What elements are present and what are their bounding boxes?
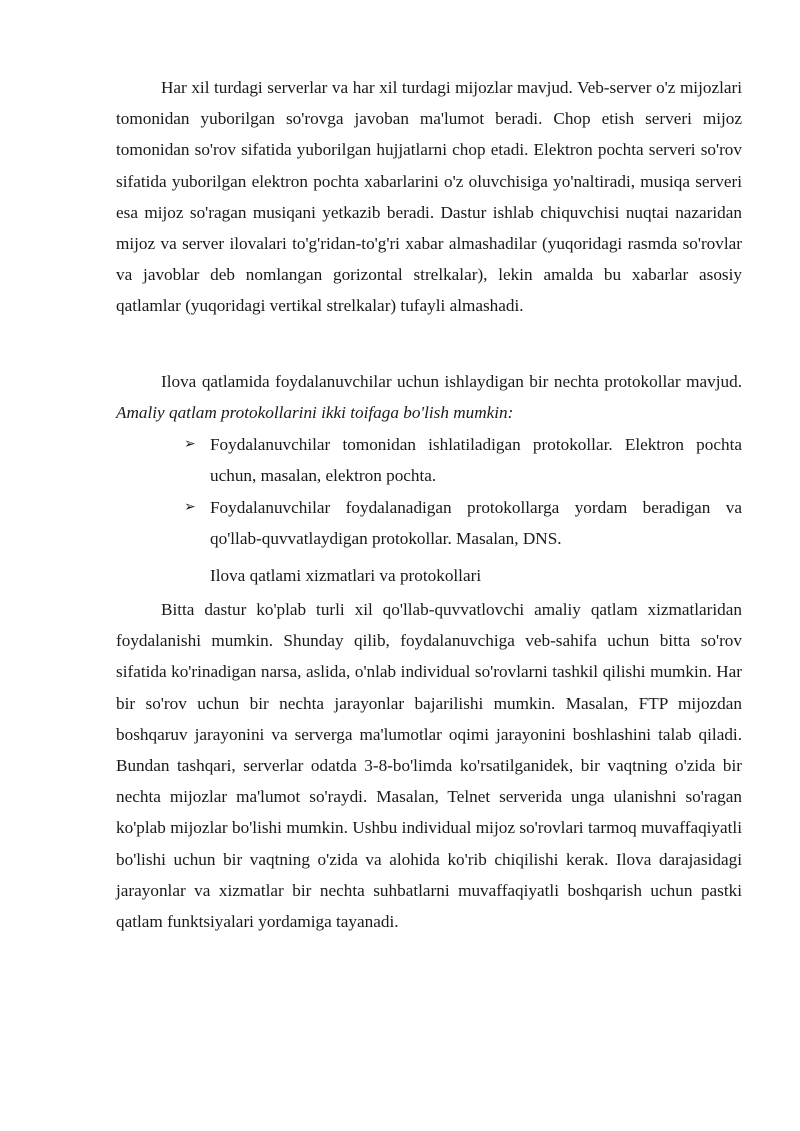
bullet-item-2 [184, 492, 742, 554]
arrow-bullet-icon: ➢ [184, 436, 196, 452]
paragraph-protocols-text: Ilova qatlamida foydalanuvchilar uchun ishlaydigan bir nechta protokollar mavjud. [161, 372, 742, 391]
paragraph-protocols-italic: Amaliy qatlam protokollarini ikki toifaga bo'lish mumkin: [116, 403, 514, 423]
bullet-item-text: Foydalanuvchilar foydalanadigan protokollarga yordam beradigan va qo'llab-quvvatlaydigan protokollar. Masalan, DNS. [210, 498, 742, 549]
paragraph-services [116, 594, 742, 937]
bullet-item-1 [184, 429, 742, 491]
paragraph-services-text: Bitta dastur ko'plab turli xil qo'llab-quvvatlovchi amaliy qatlam xizmatlaridan foydalanishi mumkin. Shunday qilib, foydalanuvchiga veb-sahifa uchun bitta so'rov sifatida ko'rinadigan narsa, aslida, o'nlab individual so'rovlarni tashkil qilishi mumkin. Har bir so'rov uchun bir nechta jarayonlar bajarilishi mumkin. Masalan, FTP mijozdan boshqaruv jarayonini va serverga ma'lumotlar oqimi jarayonini boshlashini talab qiladi. Bundan tashqari, serverlar odatda 3-8-bo'limda ko'rsatilganidek, bir vaqtning o'zida bir nechta mijozlar ma'lumot so'raydi. Masalan, Telnet serverida unga ulanishni so'ragan ko'plab mijozlar bo'lishi mumkin. Ushbu individual mijoz so'rovlari tarmoq muvaffaqiyatli bo'lishi uchun bir vaqtning o'zida va alohida ko'rib chiqilishi kerak. Ilova darajasidagi jarayonlar va xizmatlar bir nechta suhbatlarni muvaffaqiyatli boshqarish uchun pastki qatlam funktsiyalari yordamiga tayanadi. [116, 600, 742, 932]
section-subheading: Ilova qatlami xizmatlari va protokollari [210, 566, 482, 585]
bullet-item-text: Foydalanuvchilar tomonidan ishlatiladigan protokollar. Elektron pochta uchun, masalan, elektron pochta. [210, 435, 742, 486]
paragraph-protocols [116, 366, 742, 428]
arrow-bullet-icon: ➢ [184, 499, 196, 515]
paragraph-servers-text: Har xil turdagi serverlar va har xil turdagi mijozlar mavjud. Veb-server o'z mijozlari tomonidan yuborilgan so'rovga javoban ma'lumot beradi. Chop etish serveri mijoz tomonidan so'rov sifatida yuborilgan hujjatlarni chop etadi. Elektron pochta serveri so'rov sifatida yuborilgan elektron pochta xabarlarini o'z oluvchisiga yo'naltiradi, musiqa serveri esa mijoz so'ragan musiqani yetkazib beradi. Dastur ishlab chiquvchisi nuqtai nazaridan mijoz va server ilovalari to'g'ridan-to'g'ri xabar almashadilar (yuqoridagi rasmda so'rovlar va javoblar deb nomlangan gorizontal strelkalar), lekin amalda bu xabarlar asosiy qatlamlar (yuqoridagi vertikal strelkalar) tufayli almashadi. [116, 78, 742, 316]
paragraph-servers [116, 72, 742, 322]
